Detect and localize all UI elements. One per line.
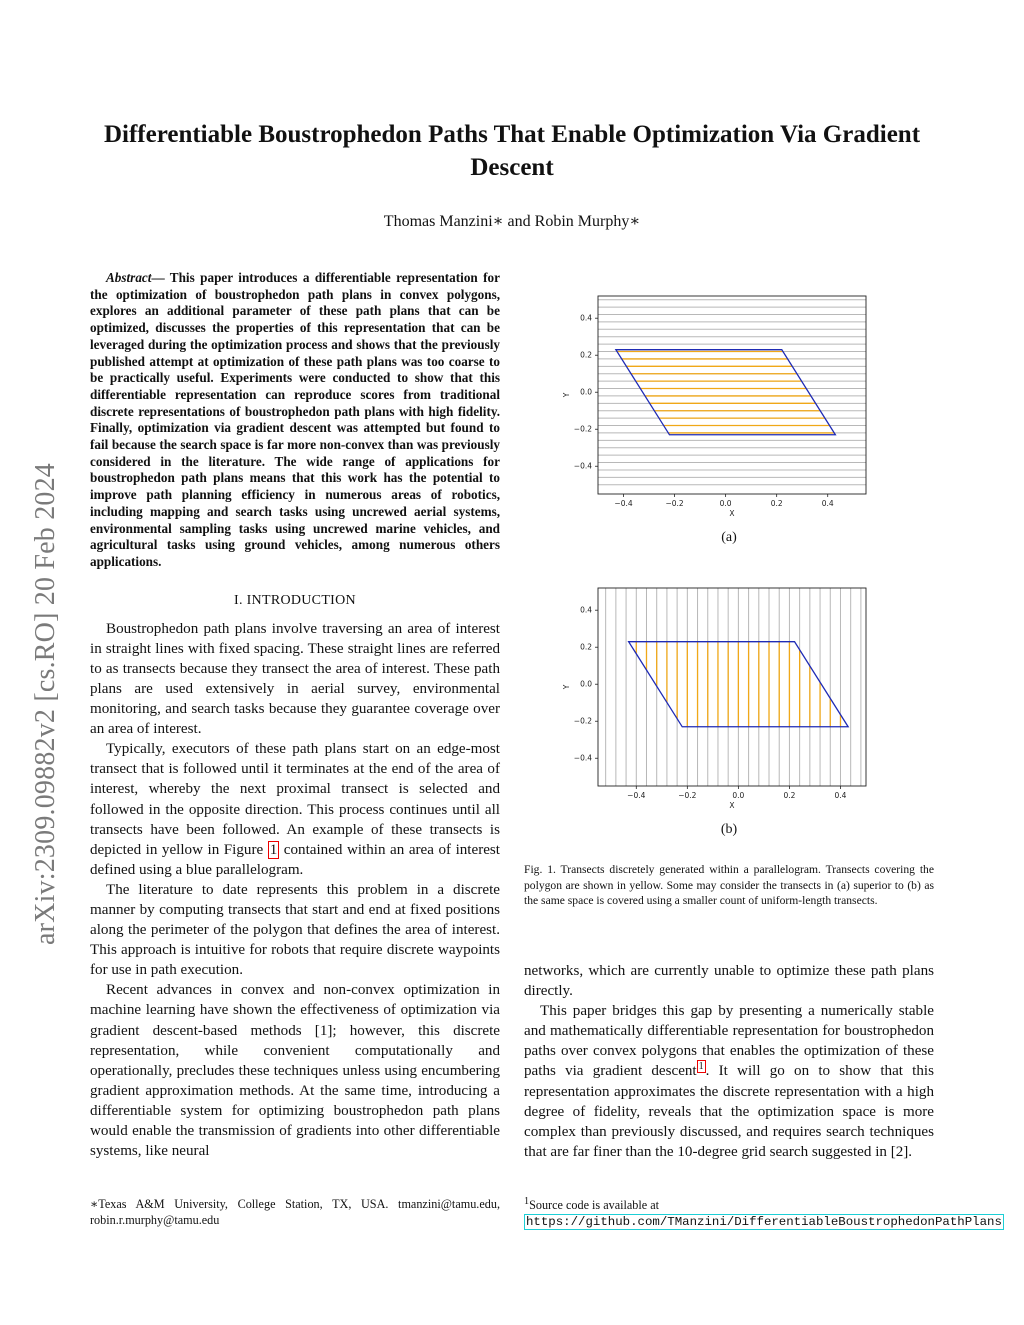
left-column (90, 270, 500, 1161)
figure-1a-plot (554, 290, 884, 522)
right-paragraph-2-start: This paper bridges this gap by presenting a numerically stable and mathematically differentiable representation for boustrophedon paths over convex polygons that enables the optimization of these paths via gradient descent (524, 1003, 934, 1080)
x-axis-label: X (729, 509, 735, 518)
figure-1a (554, 290, 884, 522)
y-tick-label: −0.2 (573, 716, 592, 726)
intro-paragraph-2 (90, 739, 500, 880)
transects (598, 300, 866, 485)
y-tick-label: 0.2 (580, 350, 592, 360)
source-code-url-link[interactable]: https://github.com/TManzini/DifferentiableBoustrophedonPathPlans (526, 1215, 1002, 1230)
y-axis-label: Y (562, 684, 571, 690)
x-axis-label: X (729, 801, 735, 810)
footnote-1-link[interactable]: 1 (698, 1061, 704, 1073)
grid-lines (598, 300, 866, 485)
y-tick-label: 0.4 (580, 313, 592, 323)
x-tick-label: −0.2 (678, 791, 697, 800)
figure-1a-subcaption: (a) (721, 530, 737, 545)
y-tick-label: 0.4 (580, 605, 592, 615)
x-tick-label: −0.4 (614, 499, 633, 508)
abstract (90, 270, 500, 571)
x-tick-label: 0.0 (732, 791, 745, 800)
y-tick-label: 0.0 (580, 387, 592, 397)
abstract-text: — This paper introduces a differentiable representation for the optimization of boustrophedon path plans in convex polygons, explores an additional parameter of these path plans that can be optimized, discusses the properties of this representation that can be leveraged during the optimization process and shows that the previously published attempt at optimization of these path plans was too coarse to be practically useful. Experiments were conducted to show that this differentiable representation can reproduce scores from traditional discrete representations of boustrophedon path plans with high fidelity. Finally, optimization via gradient descent was attempted but found to fail because the search space is far more non-convex than was previously considered in the literature. The wide range of applications for boustrophedon path plans means that this work has the potential to improve path planning efficiency in numerous areas of robotics, including mapping and search tasks using uncrewed aerial systems, environmental sampling tasks using uncrewed marine vehicles, and agricultural tasks using ground vehicles, among numerous others applications. (90, 270, 500, 569)
area-of-interest-polygon (616, 350, 836, 435)
x-tick-label: −0.4 (627, 791, 646, 800)
affiliation-footnote: ∗Texas A&M University, College Station, TX, USA. tmanzini@tamu.edu, robin.r.murphy@tamu.edu (90, 1197, 500, 1227)
right-paragraph-2-end: . It will go on to show that this representation approximates the discrete representation with a high degree of fidelity, reveals that the optimization space is more complex than previously discussed, and requires search techniques that are far finer than the 10-degree grid search suggested in [2]. (524, 1063, 934, 1160)
arxiv-identifier[interactable]: arXiv:2309.09882v2 [cs.RO] 20 Feb 2024 (30, 462, 61, 945)
paper-title: Differentiable Boustrophedon Paths That Enable Optimization Via Gradient Descent (103, 121, 921, 181)
figure-1b-subcaption: (b) (720, 822, 738, 837)
author-line: Thomas Manzini∗ and Robin Murphy∗ (383, 213, 641, 230)
y-axis-label: Y (562, 392, 571, 398)
right-column-text (524, 961, 934, 1162)
intro-paragraph-3: The literature to date represents this problem in a discrete manner by computing transects that start and end at fixed positions along the perimeter of the polygon that defines the area of interest. This approach is intuitive for robots that require discrete waypoints for use in path execution. (90, 881, 500, 979)
intro-paragraph-1: Boustrophedon path plans involve traversing an area of interest in straight lines with fixed spacing. These straight lines are referred to as transects because they transect the area of interest. These path plans are used extensively in aerial survey, environmental monitoring, and search tasks because they guarantee coverage over an area of interest. (90, 620, 500, 738)
plot-frame (598, 588, 866, 786)
intro-paragraph-2-end: contained within an area of interest defined using a blue parallelogram. (90, 841, 500, 878)
y-tick-label: −0.2 (573, 424, 592, 434)
x-tick-label: 0.2 (770, 499, 783, 508)
footnote-1-mark: 1 (524, 1196, 530, 1207)
right-paragraph-2 (524, 1001, 934, 1162)
footnote-1-text: Source code is available at (529, 1198, 660, 1213)
section-heading-introduction: I. INTRODUCTION (234, 592, 356, 608)
figure-1b-plot (554, 582, 884, 814)
source-code-footnote (524, 1194, 1002, 1230)
figure-1-caption: Fig. 1. Transects discretely generated within a parallelogram. Transects covering the polygon are shown in yellow. Some may consider the transects in (a) superior to (b) as the same space is covered using a smaller count of uniform-length transects. (524, 863, 934, 907)
y-tick-label: −0.4 (573, 753, 592, 763)
figure-1-reference-link[interactable]: 1 (269, 841, 278, 858)
x-tick-label: 0.2 (783, 791, 796, 800)
intro-paragraph-2-start: Typically, executors of these path plans start on an edge-most transect that is followed until it terminates at the end of the area of interest, whereby the next proximal transect is selected and followed in the opposite direction. This process continues until all transects have been followed. An example of these transects is depicted in yellow in Figure (90, 741, 500, 858)
x-tick-label: 0.4 (834, 791, 847, 800)
figure-1b (554, 582, 884, 814)
abstract-label: Abstract (106, 270, 152, 285)
plot-frame (598, 296, 866, 494)
y-tick-label: 0.0 (580, 679, 592, 689)
x-tick-label: 0.0 (719, 499, 732, 508)
x-tick-label: 0.4 (821, 499, 834, 508)
intro-paragraph-4: Recent advances in convex and non-convex optimization in machine learning have shown the effectiveness of optimization via gradient descent-based methods [1]; however, this discrete representation, while convenient computationally and operationally, precludes these techniques unless using encumbering gradient approximation methods. At the same time, introducing a differentiable system for optimizing boustrophedon path plans would enable the transmission of gradients into other differentiable systems, like neural (90, 982, 500, 1160)
y-tick-label: 0.2 (580, 642, 592, 652)
y-tick-label: −0.4 (573, 461, 592, 471)
x-tick-label: −0.2 (665, 499, 684, 508)
right-paragraph-1: networks, which are currently unable to optimize these path plans directly. (524, 963, 934, 1000)
